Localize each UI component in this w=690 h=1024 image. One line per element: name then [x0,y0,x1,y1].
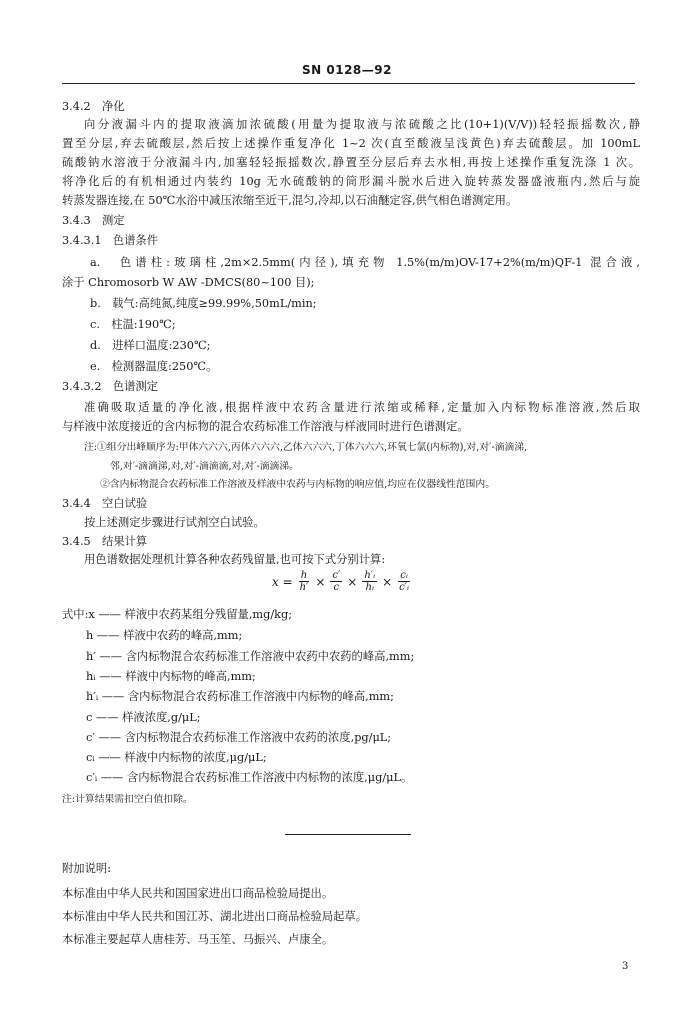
fraction-h: $\frac{h}{h'}$ [299,570,309,593]
where-hi: hᵢ —— 样液中内标物的峰高,mm; [86,670,256,683]
purification-line-5: 转蒸发器连接,在 50℃水浴中减压浓缩至近干,混匀,冷却,以石油醚定容,供气相色谱测定用。 [62,194,518,207]
where-c: c —— 样液浓度,g/μL; [86,711,201,724]
note-1-line-2: 邻,对′-滴滴涕,对,对′-滴滴滴,对,对′-滴滴涕。 [110,461,299,472]
section-3-4-2-heading: 3.4.2 净化 [62,100,125,113]
purification-line-2: 置至分层,弃去硫酸层,然后按上述操作重复净化 1~2 次(直至酸液呈浅黄色)弃去硫酸层。加 100mL [62,137,640,150]
where-ci: cᵢ —— 样液中内标物的浓度,μg/μL; [86,751,267,764]
where-c-prime: c′ —— 含内标物混合农药标准工作溶液中农药的浓度,pg/μL; [86,731,392,744]
where-hi-prime: h′ᵢ —— 含内标物混合农药标准工作溶液中内标物的峰高,mm; [86,690,394,703]
section-3-4-3-heading: 3.4.3 测定 [62,214,125,227]
section-3-4-5-heading: 3.4.5 结果计算 [62,535,148,548]
fraction-ci: $\frac{\text{cᵢ}}{\text{c′ᵢ}}$ [399,570,410,593]
standard-code-header: SN 0128—92 [302,63,392,77]
column-condition-c: c. 柱温:190℃; [90,318,176,331]
column-condition-a-line-2: 涂于 Chromosorb W AW -DMCS(80~100 目); [62,276,315,289]
purification-line-1: 向分液漏斗内的提取液滴加浓硫酸(用量为提取液与浓硫酸之比(10+1)(V/V))轻轻振摇数次,静 [84,118,640,131]
note-1-line-1: 注:①组分出峰顺序为:甲体六六六,丙体六六六,乙体六六六,丁体六六六,环氧七氯(内标物),对,对′-滴滴涕, [84,442,528,453]
calculation-intro: 用色谱数据处理机计算各种农药残留量,也可按下式分别计算: [84,553,386,566]
calculation-note: 注:计算结果需扣空白值扣除。 [62,794,193,805]
column-condition-a-line-1: a. 色谱柱:玻璃柱,2m×2.5mm(内径),填充物 1.5%(m/m)OV-17+2%(m/m)QF-1 混合液, [90,256,640,269]
formula-lhs: x = [272,574,293,589]
where-h-prime: h′ —— 含内标物混合农药标准工作溶液中农药中农药的峰高,mm; [86,650,415,663]
purification-line-4: 将净化后的有机相通过内装约 10g 无水硫酸钠的筒形漏斗脱水后进入旋转蒸发器盛液瓶内,然后与旋 [62,175,640,188]
chromatography-line-2: 与样液中浓度接近的含内标物的混合农药标准工作溶液与样液同时进行色谱测定。 [62,420,469,433]
where-h: h —— 样液中农药的峰高,mm; [86,629,243,642]
section-3-4-3-1-heading: 3.4.3.1 色谱条件 [62,234,159,247]
times-operator: × [347,574,358,589]
section-3-4-4-heading: 3.4.4 空白试验 [62,497,148,510]
where-x: 式中:x —— 样液中农药某组分残留量,mg/kg; [62,608,293,621]
section-separator [285,834,411,835]
note-2: ②含内标物混合农药标准工作溶液及样液中农药与内标物的响应值,均应在仪器线性范围内。 [100,479,495,490]
column-condition-e: e. 检测器温度:250℃。 [90,360,218,373]
where-ci-prime: c′ᵢ —— 含内标物混合农药标准工作溶液中内标物的浓度,μg/μL。 [86,771,413,784]
drafted-by: 本标准由中华人民共和国江苏、湖北进出口商品检验局起草。 [62,910,368,923]
fraction-hi: $\frac{\text{h′ᵢ}}{\text{hᵢ}}$ [364,570,376,593]
residue-formula [272,570,411,593]
column-condition-d: d. 进样口温度:230℃; [90,339,211,352]
times-operator: × [382,574,393,589]
column-condition-b: b. 载气:高纯氮,纯度≥99.99%,50mL/min; [90,297,317,310]
fraction-c: $\frac{c'}{c}$ [332,570,341,593]
main-drafters: 本标准主要起草人唐桂芳、马玉笙、马振兴、卢康全。 [62,933,334,946]
blank-test-text: 按上述测定步骤进行试剂空白试验。 [84,516,265,529]
section-3-4-3-2-heading: 3.4.3.2 色谱测定 [62,380,159,393]
additional-notes-heading: 附加说明: [62,862,111,875]
chromatography-line-1: 准确吸取适量的净化液,根据样液中农药含量进行浓缩或稀释,定量加入内标物标准溶液,然后取 [84,401,640,414]
purification-line-3: 硫酸钠水溶液于分液漏斗内,加塞轻轻振摇数次,静置至分层后弃去水相,再按上述操作重复洗涤 1 次。 [62,156,640,169]
times-operator: × [315,574,326,589]
header-rule [62,83,635,84]
page-number: 3 [622,961,629,972]
proposed-by: 本标准由中华人民共和国国家进出口商品检验局提出。 [62,887,334,900]
